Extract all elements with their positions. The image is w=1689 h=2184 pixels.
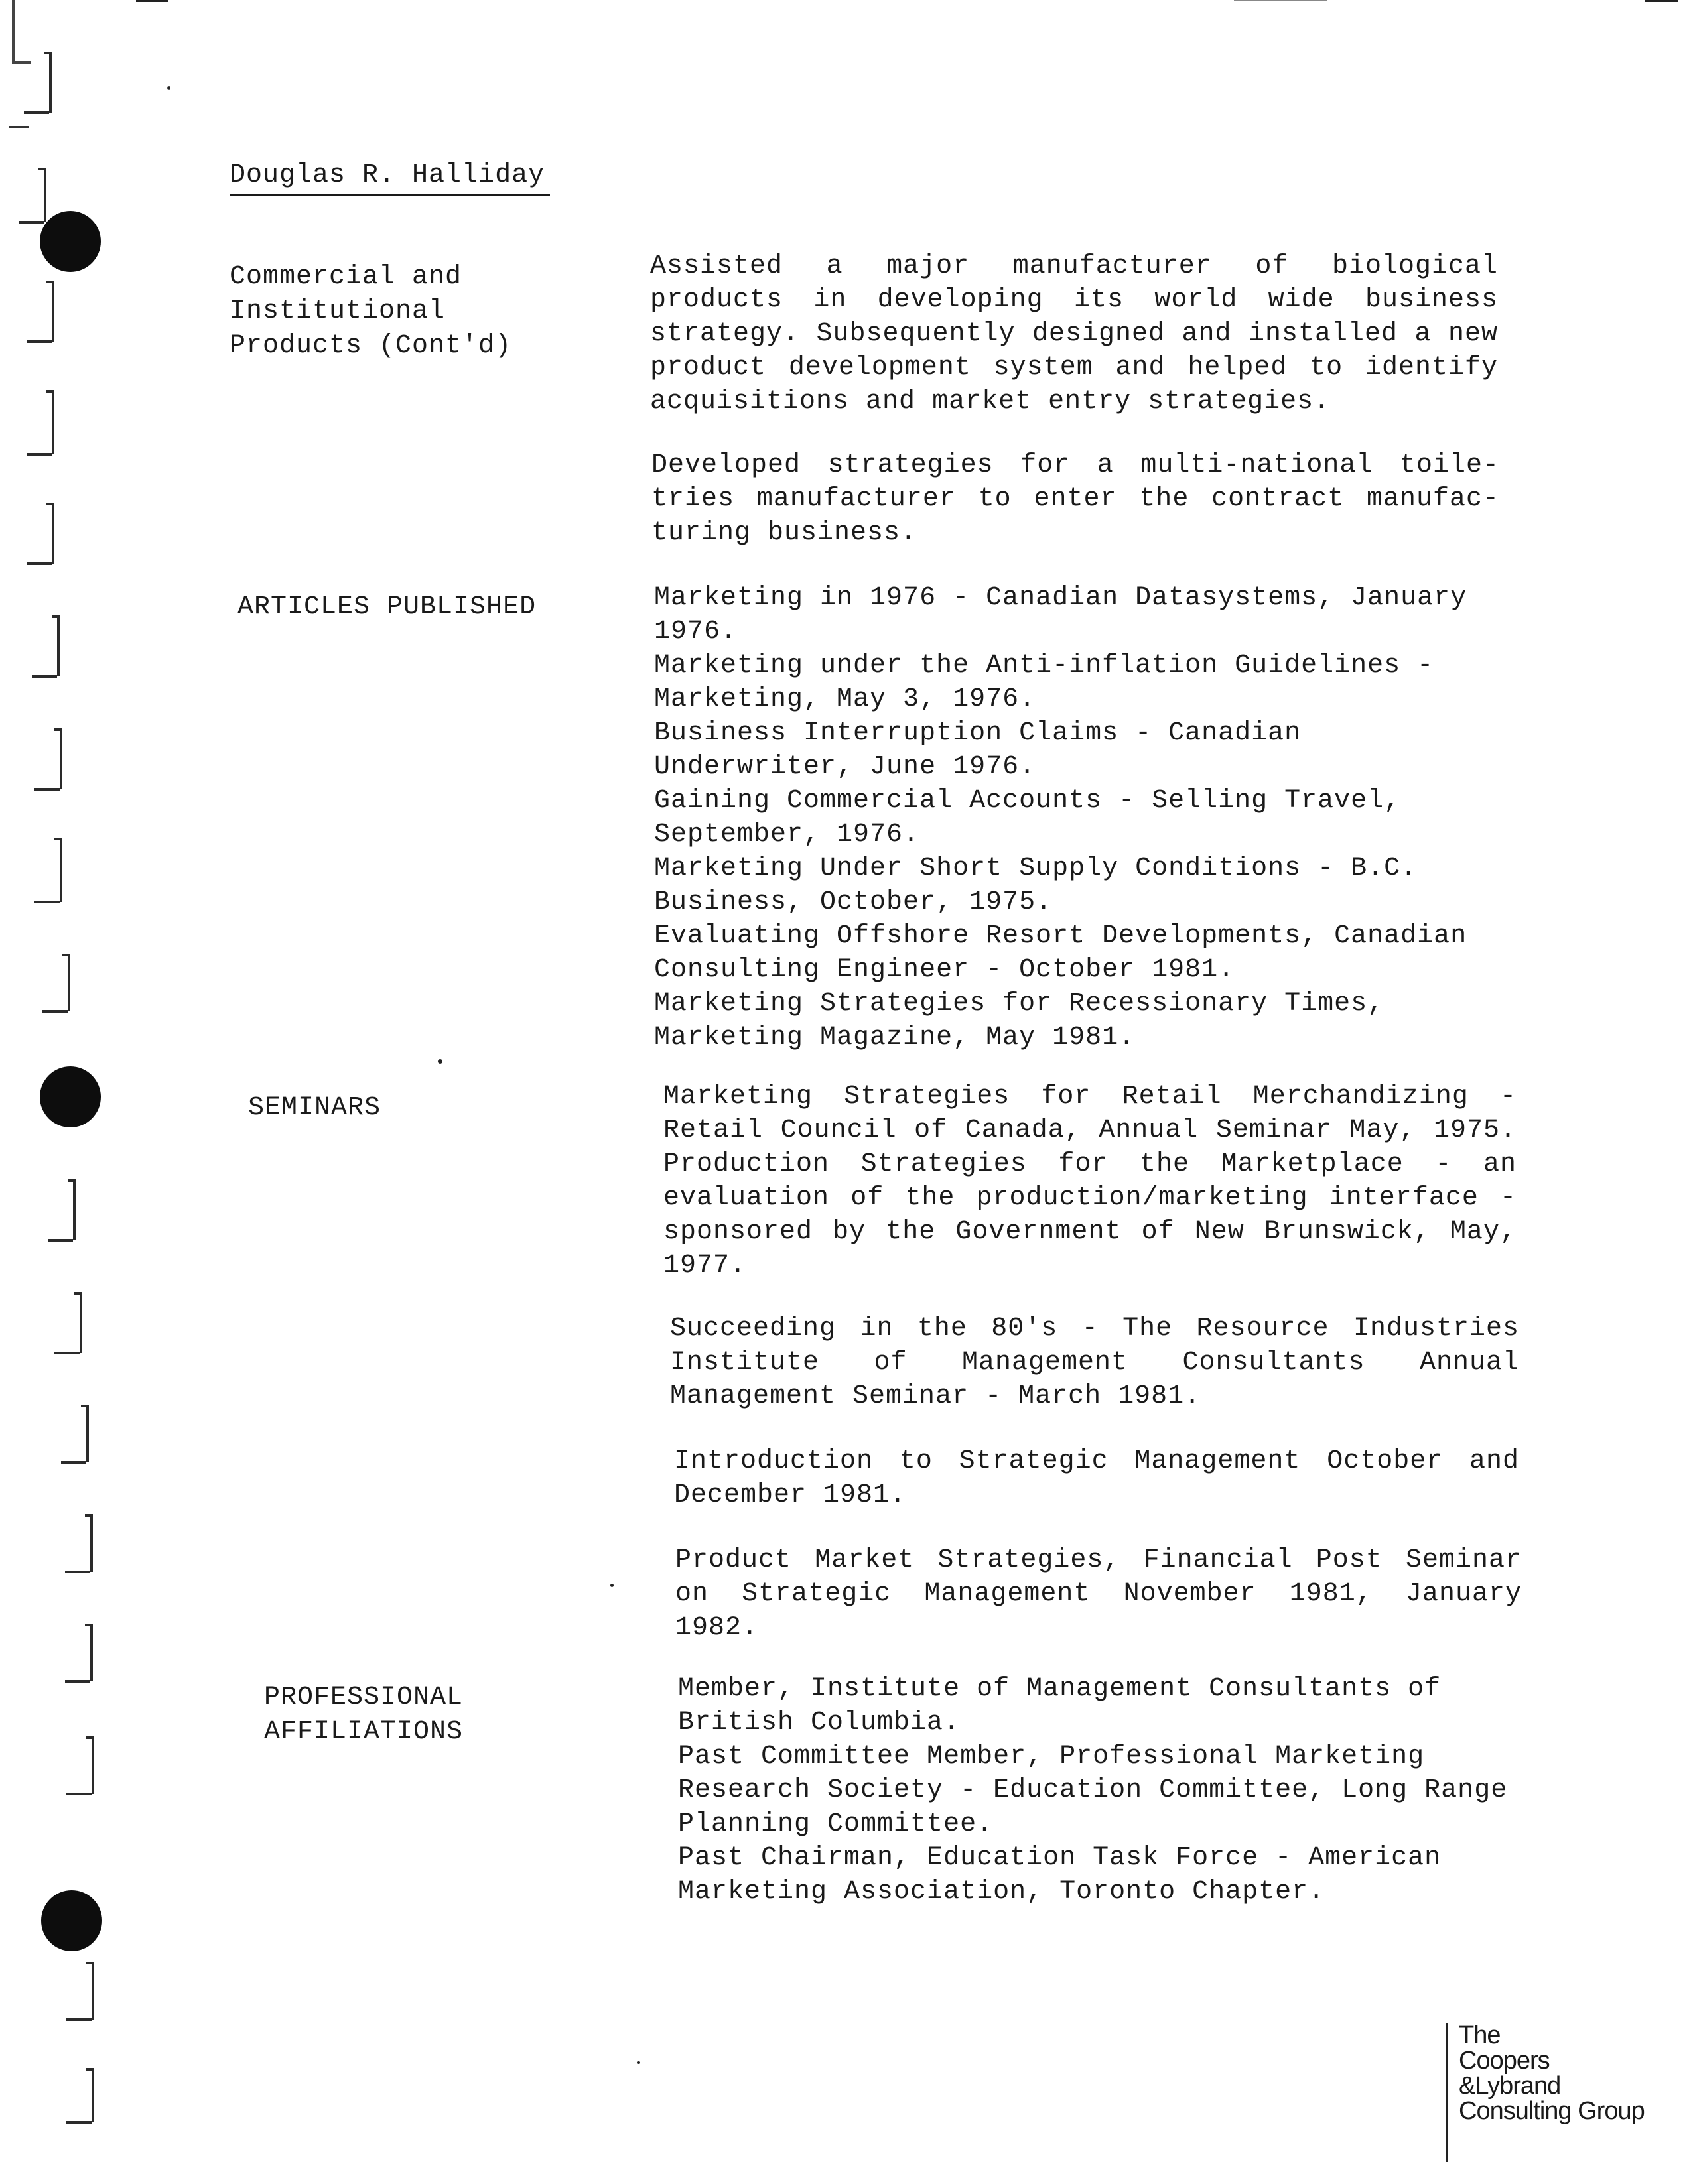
margin-bracket bbox=[74, 2069, 94, 2122]
commercial-paragraph-1: Assisted a major manufacturer of biological products in developing its world wide business strategy. Subsequently designed and installed a new product development system and helped to identify acquisitions and market entry strategies. bbox=[650, 251, 1498, 417]
seminar-paragraph-2: Succeeding in the 80's - The Resource Industries Institute of Management Consultants Annual Management Seminar - March 1981. bbox=[670, 1314, 1519, 1411]
seminar-paragraph-4: Product Market Strategies, Financial Post Seminar on Strategic Management November 1981, January 1982. bbox=[675, 1545, 1522, 1643]
margin-bracket bbox=[50, 955, 70, 1011]
affiliation-item: Member, Institute of Management Consultants of British Columbia. bbox=[678, 1674, 1442, 1738]
margin-mark bbox=[12, 61, 31, 64]
article-item: Marketing in 1976 - Canadian Datasystems, January 1976. bbox=[654, 583, 1467, 647]
scan-mark-top-left bbox=[136, 0, 168, 2]
margin-bracket bbox=[27, 169, 46, 222]
speck bbox=[167, 86, 170, 90]
article-item: Marketing Strategies for Recessionary Times, Marketing Magazine, May 1981. bbox=[654, 989, 1385, 1053]
company-logo bbox=[1446, 2023, 1645, 2162]
margin-bracket bbox=[62, 1293, 82, 1353]
article-item: Marketing Under Short Supply Conditions - B.C. Business, October, 1975. bbox=[654, 854, 1418, 917]
margin-bracket bbox=[32, 53, 52, 113]
scan-mark-top-far-right bbox=[1645, 0, 1678, 2]
punch-hole bbox=[40, 1066, 101, 1127]
speck bbox=[438, 1059, 442, 1064]
article-item: Gaining Commercial Accounts - Selling Travel, September, 1976. bbox=[654, 786, 1401, 850]
logo-line: &Lybrand bbox=[1459, 2072, 1561, 2100]
punch-hole bbox=[40, 211, 101, 272]
margin-bracket bbox=[34, 282, 54, 342]
margin-bracket bbox=[73, 1625, 93, 1681]
commercial-paragraph-2: Developed strategies for a multi-national toile-tries manufacturer to enter the contract manufac-turing business. bbox=[651, 450, 1499, 548]
margin-mark bbox=[9, 126, 29, 128]
margin-bracket bbox=[40, 617, 60, 676]
margin-bracket bbox=[42, 839, 62, 902]
section-label-commercial: Commercial and Institutional Products (Cont'd) bbox=[230, 262, 512, 361]
article-item: Marketing under the Anti-inflation Guidelines - Marketing, May 3, 1976. bbox=[654, 651, 1434, 714]
article-item: Business Interruption Claims - Canadian Underwriter, June 1976. bbox=[654, 718, 1302, 782]
person-name: Douglas R. Halliday bbox=[230, 161, 550, 196]
binder-margin bbox=[0, 0, 106, 2184]
margin-bracket bbox=[74, 1738, 94, 1794]
margin-bracket bbox=[34, 504, 54, 564]
margin-bracket bbox=[73, 1515, 93, 1572]
punch-hole bbox=[41, 1890, 102, 1951]
speck bbox=[637, 2061, 640, 2064]
article-item: Evaluating Offshore Resort Developments, Canadian Consulting Engineer - October 1981. bbox=[654, 921, 1467, 985]
speck bbox=[610, 1584, 614, 1587]
section-label-affiliations: PROFESSIONAL AFFILIATIONS bbox=[264, 1683, 464, 1747]
affiliation-item: Past Committee Member, Professional Marketing Research Society - Education Committee, Long Range Planning Committee. bbox=[678, 1742, 1508, 1839]
margin-mark bbox=[12, 0, 15, 63]
margin-bracket bbox=[69, 1406, 89, 1462]
articles-list bbox=[654, 581, 1497, 1055]
scan-mark-top-right bbox=[1234, 0, 1327, 1]
margin-bracket bbox=[42, 730, 62, 789]
logo-line: Consulting Group bbox=[1459, 2097, 1645, 2125]
affiliations-list bbox=[678, 1672, 1520, 1909]
seminar-paragraph-3: Introduction to Strategic Management October and December 1981. bbox=[674, 1446, 1519, 1510]
margin-bracket bbox=[34, 391, 54, 454]
section-label-articles: ARTICLES PUBLISHED bbox=[237, 592, 537, 622]
seminar-paragraph-1: Marketing Strategies for Retail Merchandizing - Retail Council of Canada, Annual Seminar May, 1975. Production Strategies for the Marketplace - an evaluation of the production/marketing interface - sponsored by the Government of New Brunswick, May, 1977. bbox=[663, 1082, 1517, 1281]
margin-bracket bbox=[74, 1963, 94, 2020]
margin-bracket bbox=[56, 1181, 76, 1240]
logo-line: The bbox=[1459, 2022, 1501, 2049]
affiliation-item: Past Chairman, Education Task Force - American Marketing Association, Toronto Chapter. bbox=[678, 1843, 1442, 1907]
section-label-seminars: SEMINARS bbox=[248, 1093, 381, 1123]
logo-line: Coopers bbox=[1459, 2047, 1550, 2075]
